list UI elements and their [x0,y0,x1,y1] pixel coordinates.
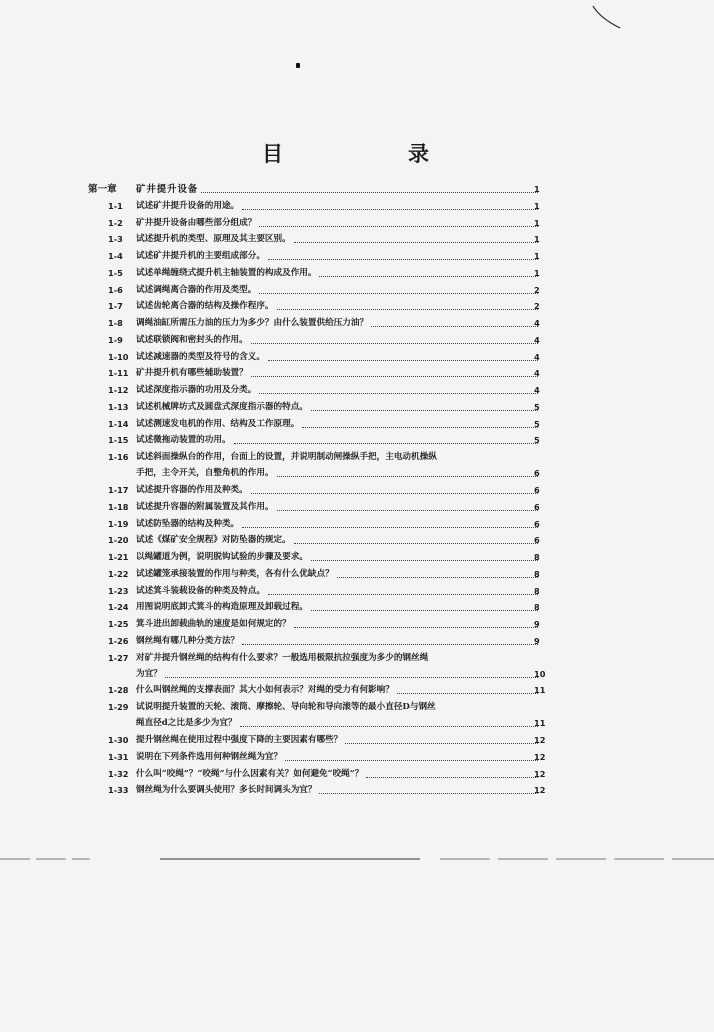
dot-leader [251,342,538,344]
toc-entry-number: 1-13 [108,401,129,412]
dot-leader [337,576,538,578]
toc-entry-text-column [136,568,540,581]
toc-entry-number: 第一章 [88,184,117,195]
toc-entry-continuation-row [0,668,714,681]
toc-entry-text-column [136,618,540,631]
toc-entry-title: 以绳罐道为例，说明脱钩试验的步骤及要求。 [136,552,308,563]
toc-entry-number: 1-9 [108,334,123,345]
toc-entry-number: 1-6 [108,284,123,295]
toc-entry-text-column [136,652,540,665]
dot-leader [311,609,538,611]
dot-leader [268,593,538,595]
toc-entry-row [0,367,714,380]
toc-entry-text-column [136,451,540,464]
dot-leader [294,626,538,628]
toc-entry-number: 1-17 [108,485,129,496]
toc-entry-number: 1-30 [108,734,129,745]
toc-entry-text-column [136,217,540,230]
toc-entry-title: 试述联锁阀和密封头的作用。 [136,334,248,345]
toc-entry-text-column [136,317,540,330]
toc-entry-title: 对矿井提升钢丝绳的结构有什么要求？一般选用极限抗拉强度为多少的钢丝绳 [136,652,429,663]
toc-entry-title: 手把，主令开关，自整角机的作用。 [136,468,274,479]
toc-page-number: 4 [534,368,540,379]
toc-entry-number: 1-33 [108,785,129,796]
toc-entry-number: 1-31 [108,751,129,762]
page-title: 目 录 [262,141,481,166]
toc-entry-number: 1-2 [108,217,123,228]
toc-entry-text-column [136,585,540,598]
dot-leader [259,292,538,294]
toc-entry-row [0,418,714,431]
toc-entry-title: 试述提升容器的附属装置及其作用。 [136,501,274,512]
dot-leader [319,792,538,794]
toc-entry-number: 1-10 [108,351,129,362]
toc-entry-number: 1-11 [108,368,129,379]
toc-entry-row [0,233,714,246]
toc-entry-title: 试述矿井提升机的主要组成部分。 [136,251,265,262]
toc-page-number: 6 [534,535,540,546]
toc-entry-text-column [136,501,540,514]
toc-entry-text-column [136,601,540,614]
toc-entry-text-column [136,434,540,447]
toc-page-number: 1 [534,217,540,228]
toc-entry-title: 试述深度指示器的功用及分类。 [136,385,257,396]
toc-entry-row [0,734,714,747]
toc-page-number: 11 [534,718,546,729]
toc-page-number: 1 [534,267,540,278]
toc-entry-text-column [136,367,540,380]
toc-page-number: 8 [534,585,540,596]
dot-leader [397,692,538,694]
toc-entry-row [0,534,714,547]
dot-leader [294,241,538,243]
toc-entry-title: 试述测速发电机的作用、结构及工作原理。 [136,418,300,429]
toc-chapter-row [0,183,714,196]
toc-page-number: 4 [534,318,540,329]
toc-entry-number: 1-16 [108,452,129,463]
toc-entry-text-column [136,684,540,697]
ink-dot [296,63,300,68]
toc-entry-title: 试述单绳缠绕式提升机主轴装置的构成及作用。 [136,267,317,278]
toc-entry-row [0,518,714,531]
toc-entry-number: 1-19 [108,518,129,529]
dot-leader [311,559,538,561]
toc-page-number: 1 [534,251,540,262]
dot-leader [201,191,538,193]
toc-entry-text-column [136,467,540,480]
toc-entry-title: 为宜？ [136,668,162,679]
toc-entry-row [0,784,714,797]
toc-entry-row [0,601,714,614]
toc-entry-row [0,568,714,581]
toc-entry-row [0,551,714,564]
toc-entry-number: 1-20 [108,535,129,546]
dot-leader [302,426,538,428]
toc-entry-number: 1-25 [108,619,129,630]
toc-entry-title: 试述机械牌坊式及圆盘式深度指示器的特点。 [136,401,308,412]
dot-leader [165,676,538,678]
toc-entry-row [0,267,714,280]
toc-entry-row [0,300,714,313]
toc-entry-title: 什么叫“咬绳”？“咬绳”与什么因素有关？如何避免“咬绳”？ [136,768,364,779]
toc-entry-row [0,401,714,414]
toc-entry-row [0,434,714,447]
toc-entry-row [0,701,714,714]
toc-page-number: 1 [534,200,540,211]
toc-entry-row [0,501,714,514]
toc-entry-text-column [136,233,540,246]
table-of-contents [0,183,714,801]
toc-entry-title: 调绳油缸所需压力油的压力为多少？由什么装置供给压力油？ [136,318,369,329]
toc-entry-text-column [136,734,540,747]
toc-page-number: 1 [534,184,540,194]
dot-leader [311,409,538,411]
toc-entry-number: 1-1 [108,200,123,211]
toc-entry-row [0,585,714,598]
toc-page-number: 9 [534,619,540,630]
toc-entry-title: 试述《煤矿安全规程》对防坠器的规定。 [136,535,291,546]
toc-entry-row [0,618,714,631]
dot-leader [242,208,538,210]
toc-entry-number: 1-15 [108,435,129,446]
toc-page-number: 5 [534,435,540,446]
toc-entry-text-column [136,250,540,263]
toc-entry-title: 试述微拖动装置的功用。 [136,435,231,446]
toc-entry-continuation-row [0,717,714,730]
toc-entry-text-column [136,284,540,297]
dot-leader [240,725,538,727]
toc-page-number: 4 [534,334,540,345]
dot-leader [242,643,538,645]
toc-entry-text-column [136,401,540,414]
pen-stroke-mark [592,4,622,30]
dot-leader [345,742,538,744]
toc-entry-title: 试述矿井提升设备的用途。 [136,200,240,211]
toc-entry-number: 1-14 [108,418,129,429]
toc-entry-text-column [136,635,540,648]
dot-leader [251,492,538,494]
toc-entry-number: 1-5 [108,267,123,278]
toc-entry-text-column [136,351,540,364]
toc-entry-title: 试述齿轮离合器的结构及操作程序。 [136,301,274,312]
dot-leader [371,325,538,327]
toc-entry-text-column [136,551,540,564]
toc-entry-title: 试述提升容器的作用及种类。 [136,485,248,496]
toc-page-number: 12 [534,768,546,779]
toc-entry-number: 1-3 [108,234,123,245]
dot-leader [251,375,538,377]
toc-entry-number: 1-7 [108,301,123,312]
dot-leader [268,359,538,361]
toc-page-number: 5 [534,418,540,429]
toc-entry-text-column [136,784,540,797]
toc-entry-title: 提升钢丝绳在使用过程中强度下降的主要因素有哪些？ [136,734,343,745]
toc-entry-row [0,635,714,648]
toc-entry-number: 1-18 [108,501,129,512]
toc-entry-number: 1-12 [108,385,129,396]
toc-entry-title: 试述防坠器的结构及种类。 [136,518,240,529]
toc-entry-text-column [136,751,540,764]
dot-leader [268,258,538,260]
toc-entry-text-column [136,300,540,313]
toc-entry-title: 试述减速器的类型及符号的含义。 [136,351,265,362]
toc-entry-number: 1-28 [108,685,129,696]
toc-entry-row [0,768,714,781]
toc-page-number: 8 [534,568,540,579]
toc-page-number: 6 [534,485,540,496]
toc-entry-title: 箕斗进出卸载曲轨的速度是如何规定的？ [136,619,291,630]
dot-leader [259,392,538,394]
toc-page-number: 4 [534,385,540,396]
toc-entry-text-column [136,717,540,730]
toc-entry-title: 矿井提升设备由哪些部分组成？ [136,217,257,228]
toc-entry-row [0,217,714,230]
toc-entry-title: 试述调绳离合器的作用及类型。 [136,284,257,295]
toc-entry-number: 1-24 [108,602,129,613]
toc-page-number: 4 [534,351,540,362]
toc-page-number: 9 [534,635,540,646]
toc-entry-row [0,751,714,764]
toc-entry-text-column [136,200,540,213]
toc-entry-title: 钢丝绳有哪几种分类方法？ [136,635,240,646]
toc-entry-text-column [136,267,540,280]
toc-entry-row [0,250,714,263]
dot-leader [366,776,538,778]
toc-entry-title: 钢丝绳为什么要调头使用？多长时间调头为宜？ [136,785,317,796]
dot-leader [294,542,538,544]
toc-page-number: 1 [534,234,540,245]
toc-page-number: 2 [534,284,540,295]
toc-page-number: 6 [534,501,540,512]
toc-entry-row [0,484,714,497]
toc-entry-text-column [136,768,540,781]
toc-entry-title: 矿井提升机有哪些辅助装置？ [136,368,248,379]
toc-entry-row [0,284,714,297]
toc-page-number: 11 [534,685,546,696]
toc-entry-continuation-row [0,467,714,480]
toc-entry-row [0,451,714,464]
dot-leader [242,526,538,528]
dot-leader [285,759,538,761]
toc-page-number: 12 [534,734,546,745]
toc-entry-title: 试述提升机的类型、原理及其主要区别。 [136,234,291,245]
toc-entry-text-column [136,334,540,347]
toc-entry-title: 什么叫钢丝绳的支撑表面？其大小如何表示？对绳的受力有何影响？ [136,685,394,696]
toc-entry-row [0,334,714,347]
toc-entry-row [0,384,714,397]
toc-entry-number: 1-27 [108,652,129,663]
toc-entry-number: 1-23 [108,585,129,596]
toc-entry-title: 用图说明底卸式箕斗的构造原理及卸载过程。 [136,602,308,613]
toc-entry-number: 1-29 [108,702,129,713]
toc-entry-text-column [136,701,540,714]
dot-leader [259,225,538,227]
toc-page-number: 5 [534,401,540,412]
toc-entry-number: 1-8 [108,318,123,329]
toc-entry-text-column [136,534,540,547]
dot-leader [319,275,538,277]
toc-entry-text-column [136,668,540,681]
toc-entry-row [0,684,714,697]
toc-entry-number: 1-32 [108,768,129,779]
toc-entry-title: 说明在下列条件选用何种钢丝绳为宜？ [136,751,283,762]
dot-leader [277,509,538,511]
toc-entry-title: 试说明提升装置的天轮、滚筒、摩擦轮、导向轮和导向滚等的最小直径D与钢丝 [136,702,436,713]
toc-entry-row [0,351,714,364]
toc-entry-number: 1-22 [108,568,129,579]
toc-entry-row [0,200,714,213]
toc-entry-number: 1-4 [108,251,123,262]
toc-entry-number: 1-26 [108,635,129,646]
toc-entry-row [0,652,714,665]
toc-page-number: 12 [534,751,546,762]
toc-entry-title: 矿井提升设备 [136,184,199,195]
toc-entry-title: 试述斜面操纵台的作用，台面上的设置，并说明制动闸操纵手把，主电动机操纵 [136,452,437,463]
toc-entry-row [0,317,714,330]
toc-entry-text-column [136,418,540,431]
toc-entry-title: 试述箕斗装载设备的种类及特点。 [136,585,265,596]
toc-entry-title: 试述罐笼承接装置的作用与种类，各有什么优缺点？ [136,568,334,579]
toc-page-number: 6 [534,518,540,529]
toc-entry-text-column [136,384,540,397]
toc-entry-text-column [136,183,540,196]
toc-page-number: 8 [534,602,540,613]
toc-page-number: 12 [534,785,546,796]
dot-leader [277,475,538,477]
dot-leader [234,442,538,444]
scan-edge-line [0,858,714,860]
toc-page-number: 2 [534,301,540,312]
dot-leader [277,308,538,310]
toc-entry-text-column [136,484,540,497]
toc-page-number: 8 [534,552,540,563]
toc-page-number: 6 [534,468,540,479]
toc-entry-text-column [136,518,540,531]
toc-entry-number: 1-21 [108,552,129,563]
toc-entry-title: 绳直径d之比是多少为宜？ [136,718,237,729]
toc-page-number: 10 [534,668,546,679]
